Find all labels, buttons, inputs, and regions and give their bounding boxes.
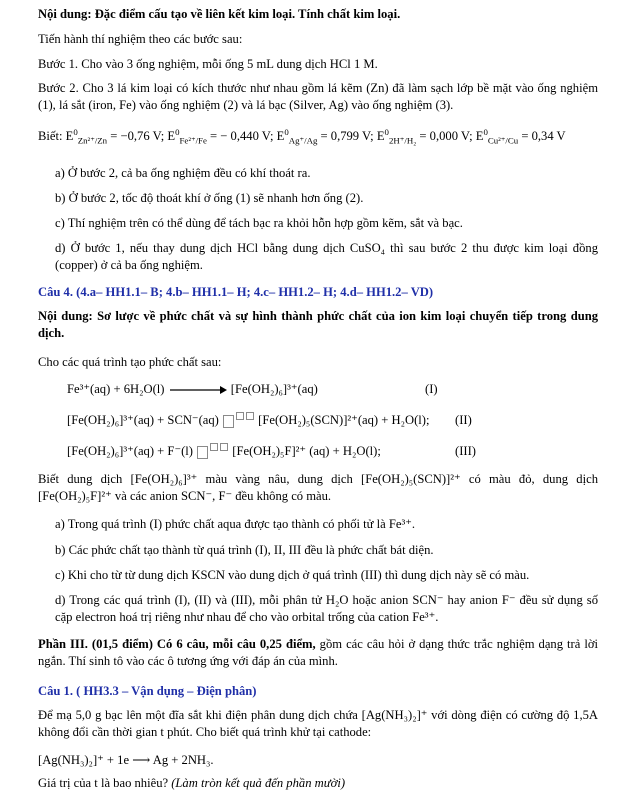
statement-c-2: c) Khi cho từ từ dung dịch KSCN vào dung dịch ở quá trình (III) thì dung dịch này sẽ có màu. bbox=[55, 568, 530, 582]
statement-a-2: a) Trong quá trình (I) phức chất aqua được tạo thành có phối tử là Fe³⁺. bbox=[55, 517, 416, 531]
statement-a-1: a) Ở bước 2, cả ba ống nghiệm đều có khí thoát ra. bbox=[55, 166, 311, 180]
equation-2-number: (II) bbox=[455, 413, 472, 427]
statement-b-2: b) Các phức chất tạo thành từ quá trình (I), II, III đều là phức chất bát diện. bbox=[55, 543, 434, 557]
missing-glyph-icon bbox=[197, 446, 208, 459]
paragraph-step-1: Bước 1. Cho vào 3 ống nghiệm, mỗi ống 5 mL dung dịch HCl 1 M. bbox=[38, 57, 378, 71]
statement-d-2: d) Trong các quá trình (I), (II) và (III), mỗi phân tử H₂O hoặc anion SCN⁻ hay anion F⁻ đều sử dụng số cặp electron hoá trị riêng như nhau để cho vào orbital trống của cation Fe³⁺. bbox=[55, 593, 598, 624]
content-heading-1: Nội dung: Đặc điểm cấu tạo về liên kết kim loại. Tính chất kim loại. bbox=[38, 7, 401, 21]
paragraph-colors: Biết dung dịch [Fe(OH₂)₆]³⁺ màu vàng nâu, dung dịch [Fe(OH₂)₅(SCN)]²⁺ có màu đỏ, dung dịch [Fe(OH₂)₅F]²⁺ và các anion SCN⁻, F⁻ đều không có màu. bbox=[38, 472, 598, 503]
question-1-heading: Câu 1. ( HH3.3 – Vận dụng – Điện phân) bbox=[38, 684, 257, 698]
equation-3-number: (III) bbox=[455, 444, 476, 458]
missing-glyph-icon bbox=[223, 415, 234, 428]
part-3-heading: Phần III. (01,5 điểm) Có 6 câu, mỗi câu 0,25 điểm, gồm các câu hỏi ở dạng thức trắc nghiệm dạng trả lời ngắn. Thí sinh tô vào các ô tương ứng với đáp án của mình. bbox=[38, 637, 598, 668]
paragraph-electrolysis: Để mạ 5,0 g bạc lên một đĩa sắt khi điện phân dung dịch chứa [Ag(NH₃)₂]⁺ với dòng điện có cường độ 1,5A không đổi cần thời gian t phút. Cho biết quá trình khử tại cathode: bbox=[38, 708, 598, 739]
paragraph-intro: Tiến hành thí nghiệm theo các bước sau: bbox=[38, 32, 243, 46]
statement-b-1: b) Ở bước 2, tốc độ thoát khí ở ống (1) sẽ nhanh hơn ống (2). bbox=[55, 191, 364, 205]
paragraph-processes: Cho các quá trình tạo phức chất sau: bbox=[38, 355, 222, 369]
long-arrow-icon bbox=[168, 385, 228, 395]
missing-glyph-icon bbox=[220, 443, 228, 451]
missing-glyph-icon bbox=[246, 412, 254, 420]
content-heading-2: Nội dung: Sơ lược về phức chất và sự hình thành phức chất của ion kim loại chuyển tiếp trong dung dịch. bbox=[38, 309, 598, 340]
statement-d-1: d) Ở bước 1, nếu thay dung dịch HCl bằng dung dịch CuSO₄ thì sau bước 2 thu được kim loại đồng (copper) ở cả ba ống nghiệm. bbox=[55, 241, 598, 272]
equation-2: [Fe(OH₂)₆]³⁺(aq) + SCN⁻(aq) [Fe(OH₂)₅(SCN)]²⁺(aq) + H₂O(l); bbox=[67, 413, 430, 427]
cathode-equation: [Ag(NH₃)₂]⁺ + 1e ⟶ Ag + 2NH₃. bbox=[38, 753, 214, 767]
standard-potentials: Biết: $E^0_{Zn^{2+}/Zn} = -0,76$ V; $E^0_{Fe^{2+}/Fe}$ = − 0,440 V; $E^0_{Ag^+/Ag} = 0,799$ V; $E^0_{2H^+/H_2} = 0,000$ V; $E^0_{Cu^{2+}/Cu} = 0,34$ V bbox=[38, 127, 566, 146]
missing-glyph-icon bbox=[210, 443, 218, 451]
equation-1-number: (I) bbox=[425, 382, 438, 396]
equation-1: Fe³⁺(aq) + 6H₂O(l) [Fe(OH₂)₆]³⁺(aq) bbox=[67, 382, 318, 396]
question-prompt: Giá trị của t là bao nhiêu? (Làm tròn kết quả đến phần mười) bbox=[38, 776, 346, 790]
paragraph-step-2: Bước 2. Cho 3 lá kim loại có kích thước như nhau gồm lá kẽm (Zn) đã làm sạch lớp bề mặt vào ống nghiệm (1), lá sắt (iron, Fe) vào ống nghiệm (2) và lá bạc (Silver, Ag) vào ống nghiệm (3). bbox=[38, 81, 598, 112]
missing-glyph-icon bbox=[236, 412, 244, 420]
equation-3: [Fe(OH₂)₆]³⁺(aq) + F⁻(l) [Fe(OH₂)₅F]²⁺ (aq) + H₂O(l); bbox=[67, 444, 381, 458]
statement-c-1: c) Thí nghiệm trên có thể dùng để tách bạc ra khỏi hỗn hợp gồm kẽm, sắt và bạc. bbox=[55, 216, 463, 230]
question-4-heading: Câu 4. (4.a– HH1.1– B; 4.b– HH1.1– H; 4.c– HH1.2– H; 4.d– HH1.2– VD) bbox=[38, 285, 434, 299]
